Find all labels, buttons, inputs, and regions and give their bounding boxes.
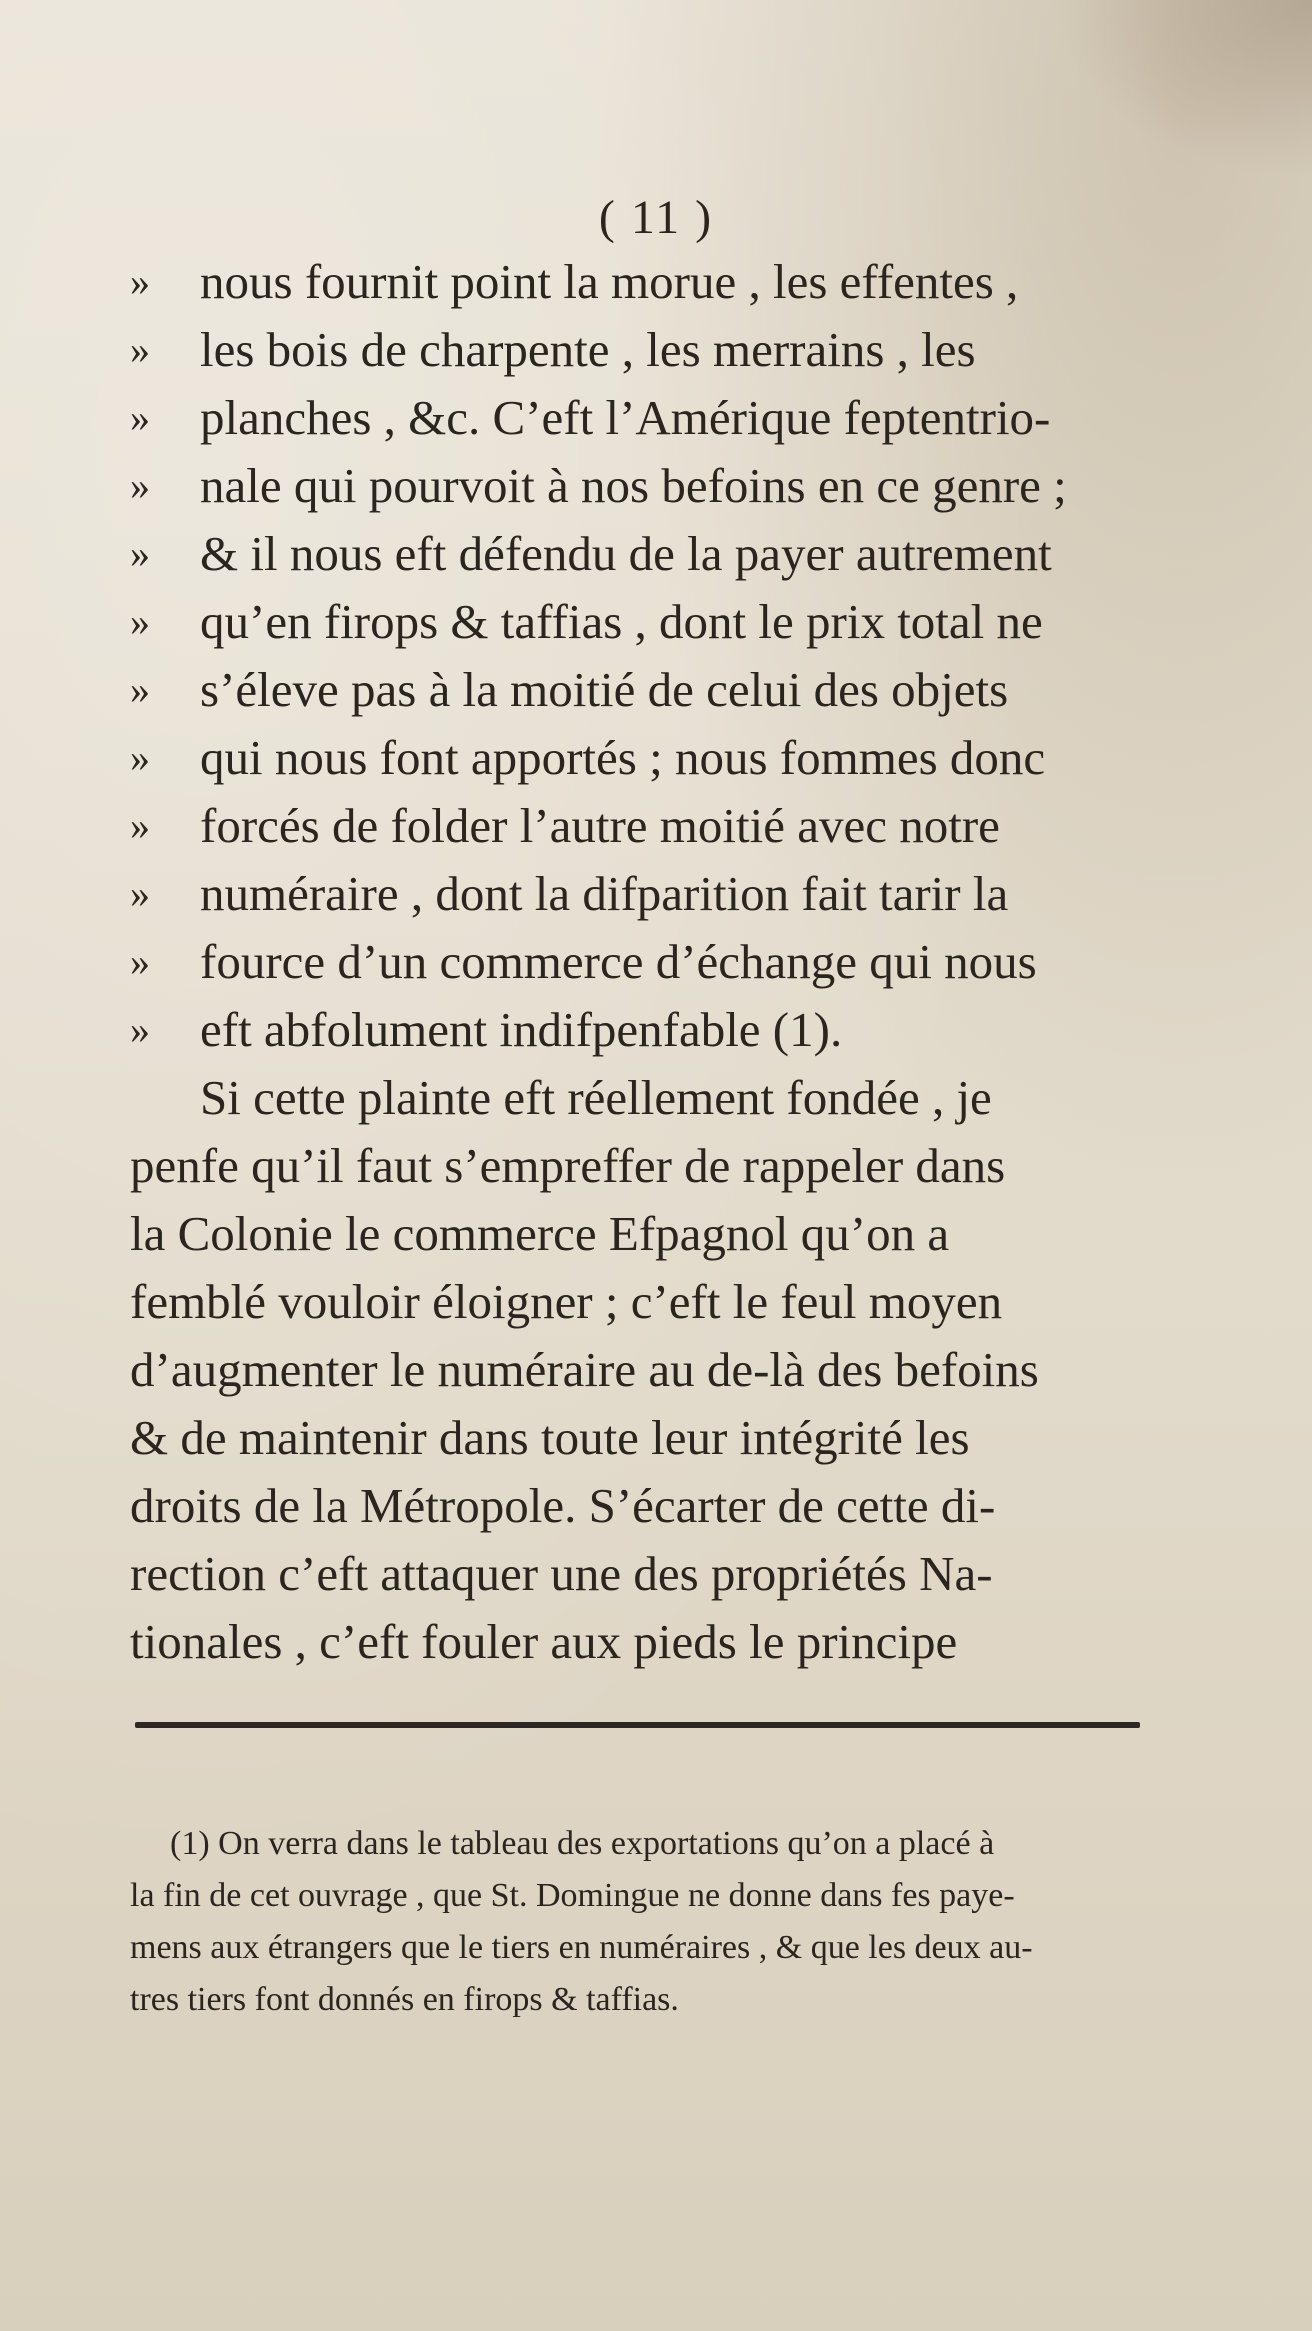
main-text [130, 248, 1170, 1676]
quote-mark: » [130, 531, 150, 576]
quote-mark: » [130, 395, 150, 440]
quoted-line [130, 792, 1170, 860]
quote-mark: » [130, 327, 150, 372]
quoted-line [130, 996, 1170, 1064]
quoted-line-text: numéraire , dont la difparition fait tarir la [200, 866, 1009, 921]
quoted-line-text: qui nous font apportés ; nous fommes donc [200, 730, 1046, 785]
quote-mark: » [130, 939, 150, 984]
paragraph-line: femblé vouloir éloigner ; c’eft le feul moyen [130, 1274, 1003, 1329]
paragraph-line: droits de la Métropole. S’écarter de cette di- [130, 1478, 996, 1533]
quote-mark: » [130, 803, 150, 848]
quoted-line-text: nale qui pourvoit à nos befoins en ce genre ; [200, 458, 1067, 513]
quote-mark: » [130, 667, 150, 712]
paragraph-line: Si cette plainte eft réellement fondée , je [200, 1070, 992, 1125]
quoted-line [130, 656, 1170, 724]
quoted-line [130, 248, 1170, 316]
quote-mark: » [130, 599, 150, 644]
footnote-line: tres tiers font donnés en firops & taffias. [130, 1981, 679, 2018]
quoted-line [130, 928, 1170, 996]
quoted-line [130, 316, 1170, 384]
quote-mark: » [130, 735, 150, 780]
quote-mark: » [130, 259, 150, 304]
paragraph-line: penfe qu’il faut s’empreffer de rappeler dans [130, 1138, 1006, 1193]
quoted-line-text: fource d’un commerce d’échange qui nous [200, 934, 1037, 989]
paragraph-line: rection c’eft attaquer une des propriétés Na- [130, 1546, 993, 1601]
quote-mark: » [130, 871, 150, 916]
paragraph-line: d’augmenter le numéraire au de-là des befoins [130, 1342, 1039, 1397]
quoted-line-text: eft abfolument indifpenfable (1). [200, 1002, 843, 1057]
quoted-line [130, 588, 1170, 656]
quoted-line [130, 452, 1170, 520]
page-number: ( 11 ) [598, 191, 714, 244]
quoted-line [130, 724, 1170, 792]
page-corner-stain [1052, 0, 1312, 180]
paragraph [130, 1064, 1170, 1676]
quoted-line [130, 384, 1170, 452]
quoted-line-text: s’éleve pas à la moitié de celui des objets [200, 662, 1009, 717]
footnote [130, 1818, 1170, 2026]
footnote-line: (1) On verra dans le tableau des exportations qu’on a placé à [170, 1825, 995, 1862]
quoted-line-text: nous fournit point la morue , les effentes , [200, 254, 1019, 309]
footnote-line: mens aux étrangers que le tiers en numéraires , & que les deux au- [130, 1929, 1033, 1966]
paragraph-line: tionales , c’eft fouler aux pieds le principe [130, 1614, 958, 1669]
quoted-line [130, 520, 1170, 588]
quote-mark: » [130, 463, 150, 508]
quoted-line [130, 860, 1170, 928]
quoted-line-text: & il nous eft défendu de la payer autrement [200, 526, 1052, 581]
paragraph-line: & de maintenir dans toute leur intégrité les [130, 1410, 970, 1465]
quoted-line-text: les bois de charpente , les merrains , les [200, 322, 976, 377]
quoted-line-text: planches , &c. C’eft l’Amérique feptentrio- [200, 390, 1051, 445]
footnote-divider [135, 1722, 1140, 1728]
paragraph-line: la Colonie le commerce Efpagnol qu’on a [130, 1206, 950, 1261]
quoted-line-text: qu’en firops & taffias , dont le prix total ne [200, 594, 1043, 649]
footnote-line: la fin de cet ouvrage , que St. Domingue ne donne dans fes paye- [130, 1877, 1015, 1914]
quoted-line-text: forcés de folder l’autre moitié avec notre [200, 798, 1000, 853]
quote-mark: » [130, 1007, 150, 1052]
